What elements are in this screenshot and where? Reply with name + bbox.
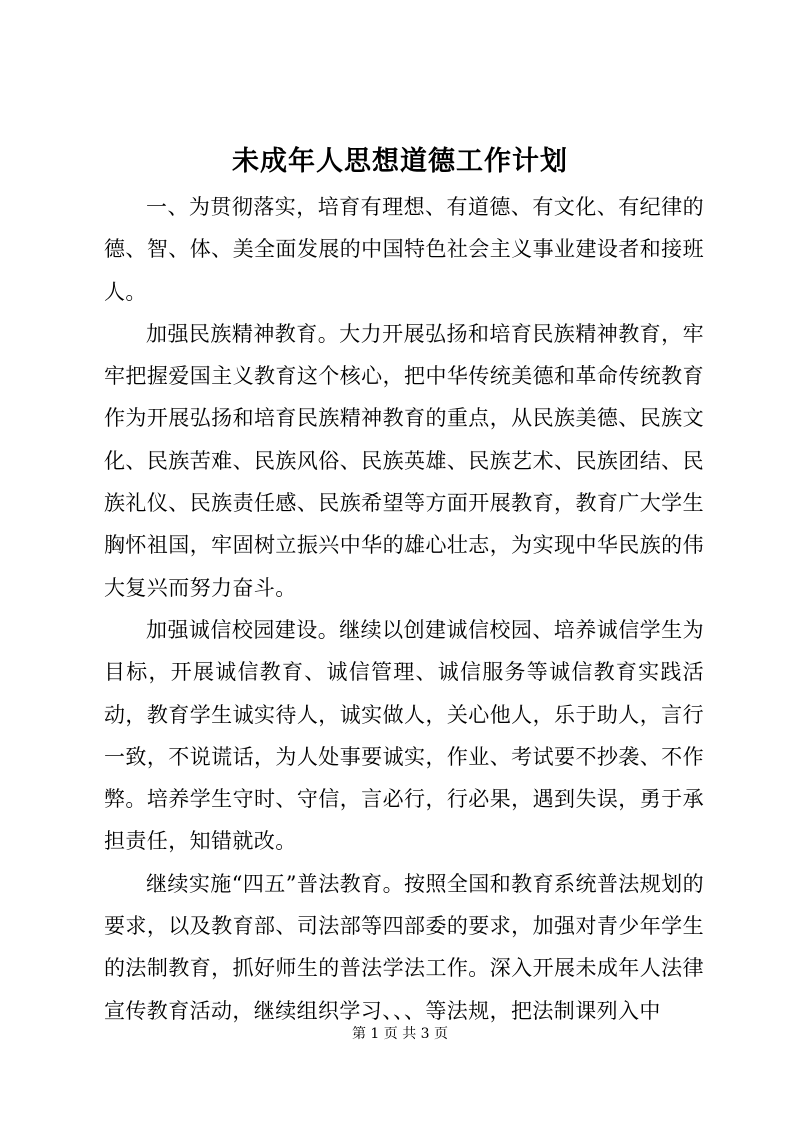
page-footer: 第 1 页 共 3 页 [351, 1026, 449, 1042]
paragraph-national-spirit: 加强民族精神教育。大力开展弘扬和培育民族精神教育，牢牢把握爱国主义教育这个核心，把中华传统美德和革命传统教育作为开展弘扬和培育民族精神教育的重点，从民族美德、民族文化、民族苦难、民族风俗、民族英雄、民族艺术、民族团结、民族礼仪、民族责任感、民族希望等方面开展教育，教育广大学生胸怀祖国，牢固树立振兴中华的雄心壮志，为实现中华民族的伟大复兴而努力奋斗。 [104, 321, 704, 600]
paragraph-intro: 一、为贯彻落实，培育有理想、有道德、有文化、有纪律的德、智、体、美全面发展的中国特色社会主义事业建设者和接班人。 [104, 195, 704, 304]
paragraph-legal-education: 继续实施“四五”普法教育。按照全国和教育系统普法规划的要求，以及教育部、司法部等四部委的要求，加强对青少年学生的法制教育，抓好师生的普法学法工作。深入开展未成年人法律宣传教育活动，继续组织学习、、、等法规，把法制课列入中 [104, 871, 704, 1023]
document-body [104, 186, 704, 1032]
paragraph-integrity-campus: 加强诚信校园建设。继续以创建诚信校园、培养诚信学生为目标，开展诚信教育、诚信管理、诚信服务等诚信教育实践活动，教育学生诚实待人，诚实做人，关心他人，乐于助人，言行一致，不说谎话，为人处事要诚实，作业、考试要不抄袭、不作弊。培养学生守时、守信，言必行，行必果，遇到失误，勇于承担责任，知错就改。 [104, 617, 704, 854]
document-title: 未成年人思想道德工作计划 [232, 146, 568, 177]
